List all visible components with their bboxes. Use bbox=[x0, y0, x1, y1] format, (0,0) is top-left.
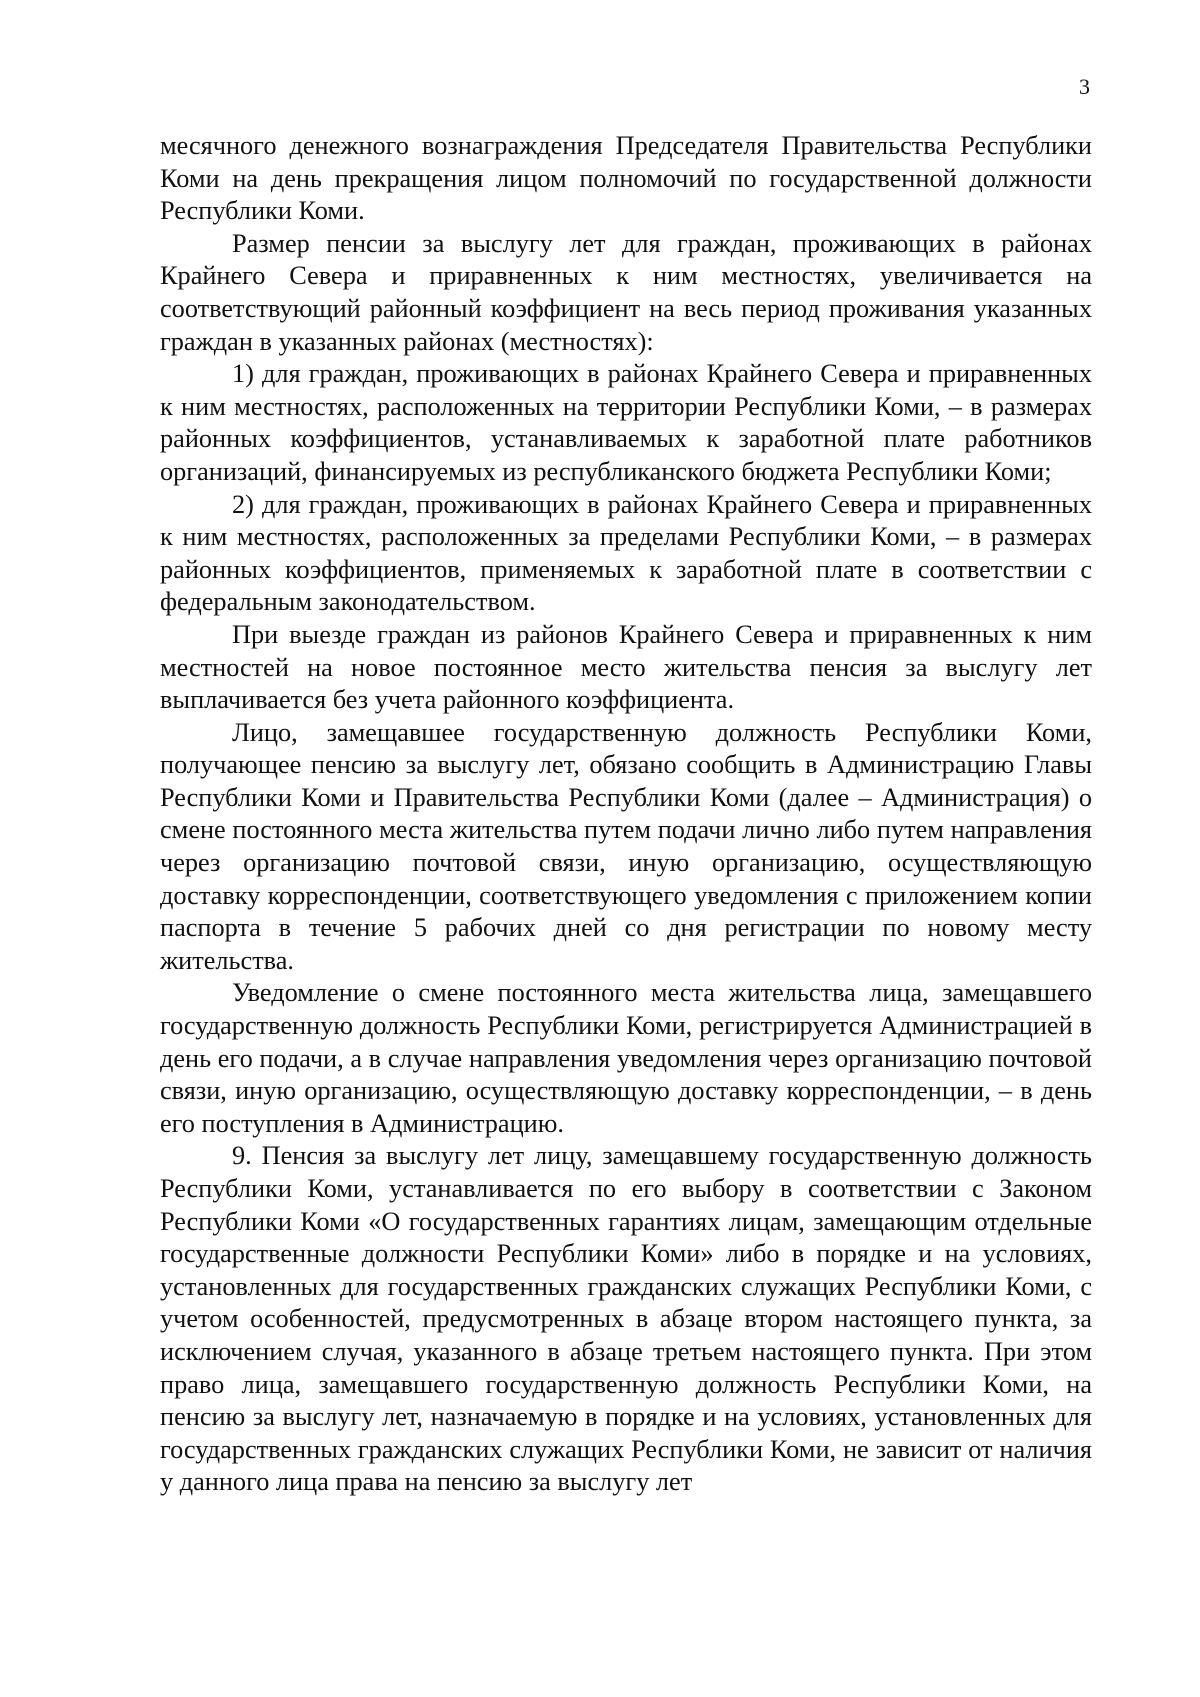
paragraph: месячного денежного вознаграждения Председателя Правительства Республики Коми на день прекращения лицом полномочий по государственной должности Республики Коми. bbox=[160, 131, 1092, 226]
document-body bbox=[160, 130, 1092, 1499]
numbered-clause-paragraph: 9. Пенсия за выслугу лет лицу, замещавшему государственную должность Республики Коми, устанавливается по его выбору в соответствии с Законом Республики Коми «О государственных гарантиях лицам, замещающим отдельные государственные должности Республики Коми» либо в порядке и на условиях, установленных для государственных гражданских служащих Республики Коми, с учетом особенностей, предусмотренных в абзаце втором настоящего пункта, за исключением случая, указанного в абзаце третьем настоящего пункта. При этом право лица, замещавшего государственную должность Республики Коми, на пенсию за выслугу лет, назначаемую в порядке и на условиях, установленных для государственных гражданских служащих Республики Коми, не зависит от наличия у данного лица права на пенсию за выслугу лет bbox=[160, 1141, 1092, 1497]
list-item-paragraph: 2) для граждан, проживающих в районах Крайнего Севера и приравненных к ним местностях, расположенных за пределами Республики Коми, – в размерах районных коэффициентов, применяемых к заработной плате в соответствии с федеральным законодательством. bbox=[160, 489, 1092, 617]
paragraph: Лицо, замещавшее государственную должность Республики Коми, получающее пенсию за выслугу лет, обязано сообщить в Администрацию Главы Республики Коми и Правительства Республики Коми (далее – Администрация) о смене постоянного места жительства путем подачи лично либо путем направления через организацию почтовой связи, иную организацию, осуществляющую доставку корреспонденции, соответствующего уведомления с приложением копии паспорта в течение 5 рабочих дней со дня регистрации по новому месту жительства. bbox=[160, 717, 1092, 975]
page-number: 3 bbox=[1079, 74, 1090, 99]
paragraph: Уведомление о смене постоянного места жительства лица, замещавшего государственную должность Республики Коми, регистрируется Администрацией в день его подачи, а в случае направления уведомления через организацию почтовой связи, иную организацию, осуществляющую доставку корреспонденции, – в день его поступления в Администрацию. bbox=[160, 978, 1092, 1138]
paragraph: Размер пенсии за выслугу лет для граждан, проживающих в районах Крайнего Севера и приравненных к ним местностях, увеличивается на соответствующий районный коэффициент на весь период проживания указанных граждан в указанных районах (местностях): bbox=[160, 228, 1092, 356]
list-item-paragraph: 1) для граждан, проживающих в районах Крайнего Севера и приравненных к ним местностях, расположенных на территории Республики Коми, – в размерах районных коэффициентов, устанавливаемых к заработной плате работников организаций, финансируемых из республиканского бюджета Республики Коми; bbox=[160, 359, 1092, 486]
paragraph: При выезде граждан из районов Крайнего Севера и приравненных к ним местностей на новое постоянное место жительства пенсия за выслугу лет выплачивается без учета районного коэффициента. bbox=[160, 619, 1092, 715]
